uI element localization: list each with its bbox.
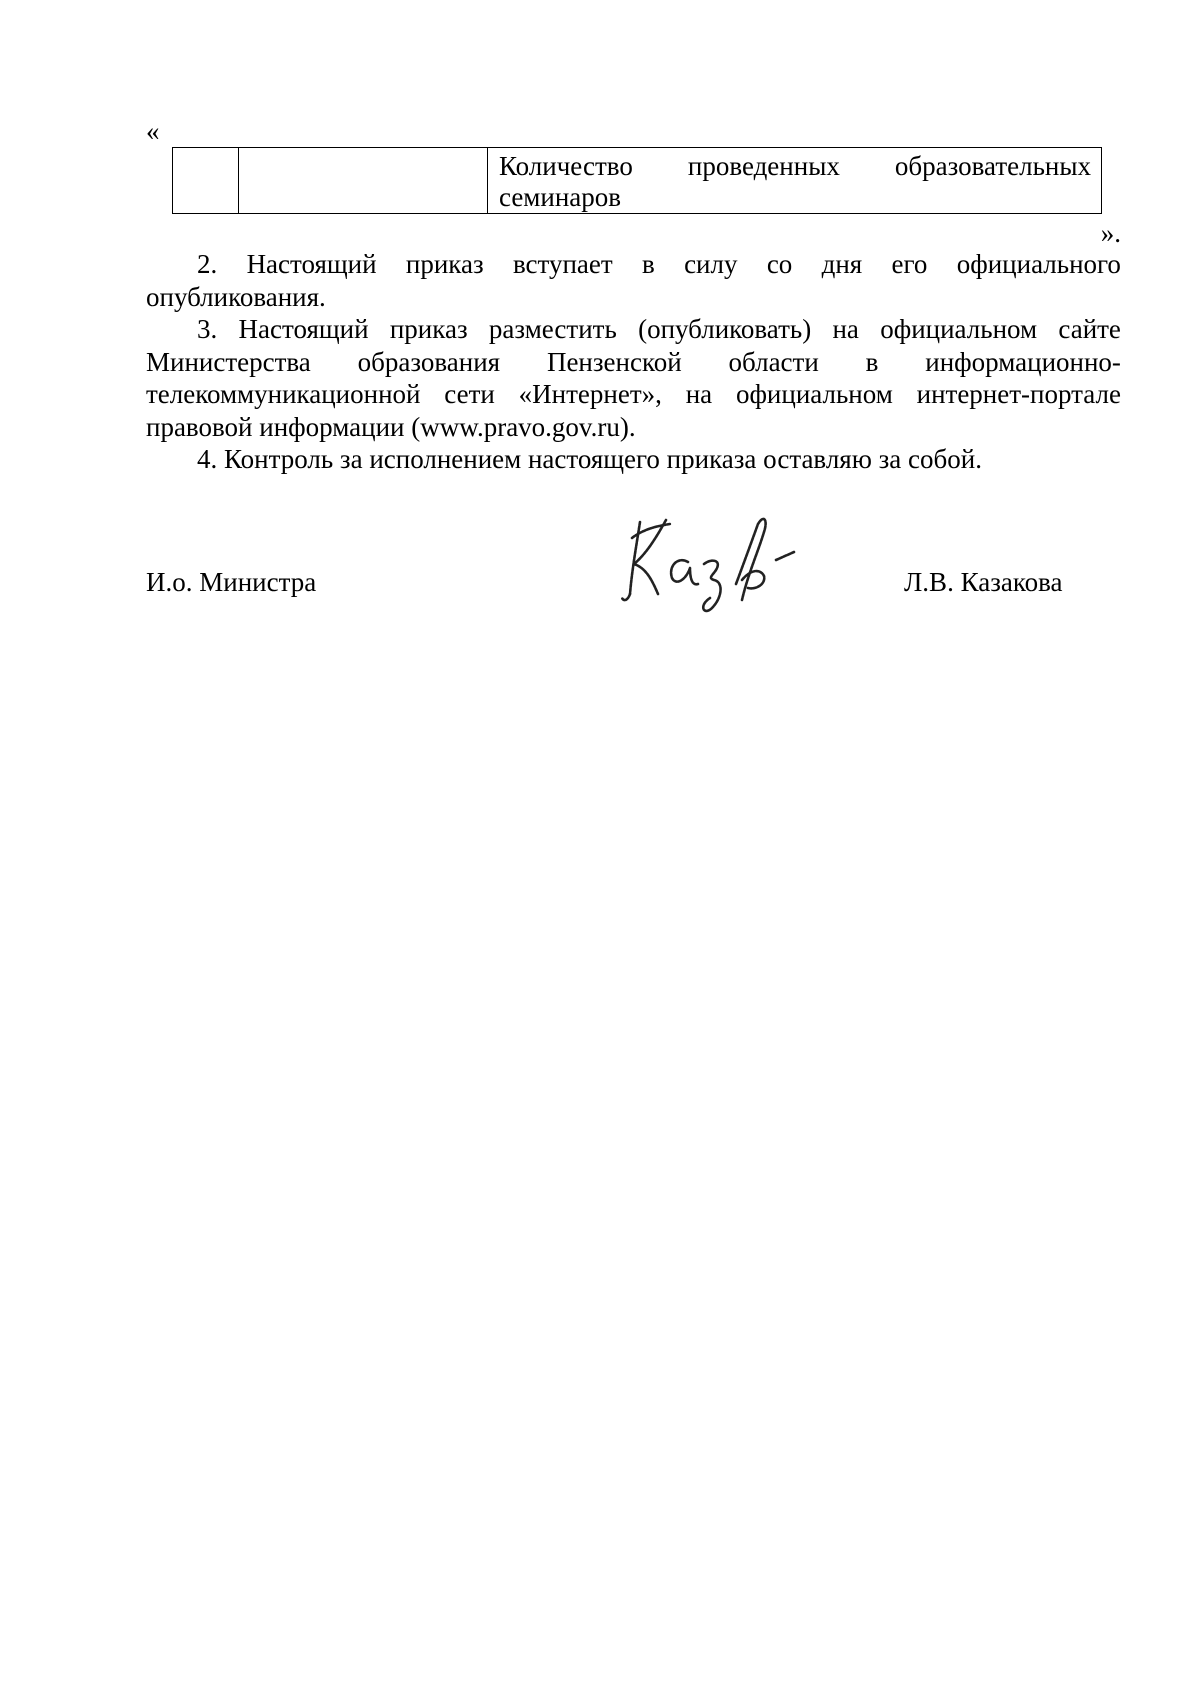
paragraph-3-line-2: Министерства образования Пензенской области в информационно-: [146, 346, 1121, 377]
indicator-line-1: Количество проведенных образовательных: [499, 151, 1091, 181]
table-open-quote: «: [146, 116, 160, 146]
table-cell-number: [173, 148, 239, 213]
table-cell-indicator: [488, 148, 1101, 213]
paragraph-3-line-1: 3. Настоящий приказ разместить (опубликовать) на официальном сайте: [197, 314, 1121, 344]
indicator-table: [172, 147, 1102, 214]
paragraph-2-line-2: опубликования.: [146, 281, 326, 312]
paragraph-2-line-1: 2. Настоящий приказ вступает в силу со дня его официального: [197, 249, 1121, 279]
signatory-name: Л.В. Казакова: [904, 567, 1063, 597]
table-cell-name: [239, 148, 488, 213]
signatory-role: И.о. Министра: [146, 567, 317, 597]
indicator-line-2: семинаров: [499, 182, 622, 212]
paragraph-3-line-4: правовой информации (www.pravo.gov.ru).: [146, 411, 636, 442]
paragraph-3-line-3: телекоммуникационной сети «Интернет», на официальном интернет-портале: [146, 379, 1121, 409]
table-close-quote: ».: [1100, 218, 1121, 248]
paragraph-3: [146, 313, 1121, 443]
paragraph-4: 4. Контроль за исполнением настоящего приказа оставляю за собой.: [197, 444, 982, 474]
handwritten-signature: [618, 508, 808, 614]
paragraph-2: [146, 248, 1121, 313]
